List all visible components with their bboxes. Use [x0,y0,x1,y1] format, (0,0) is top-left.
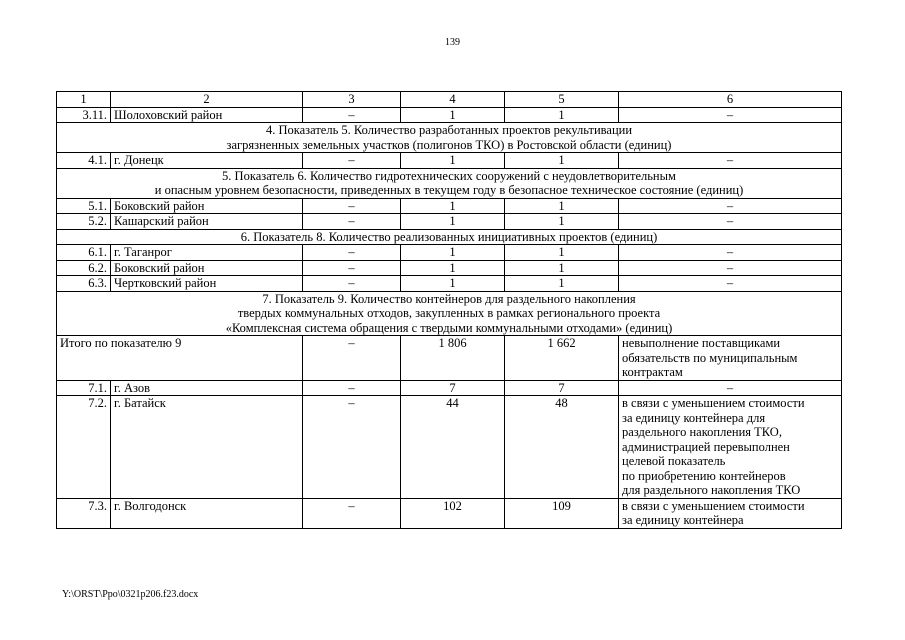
cell-col5: 1 [505,260,619,276]
cell-col4: 1 [401,260,505,276]
cell-col6: – [619,214,842,230]
cell-col4: 1 [401,245,505,261]
footer-file-path: Y:\ORST\Ppo\0321p206.f23.docx [62,589,199,600]
cell-col4: 44 [401,396,505,499]
row-number: 7.1. [57,380,111,396]
page-number: 139 [445,37,460,48]
header-row [57,92,842,108]
total-row [57,336,842,381]
cell-col4: 1 806 [401,336,505,381]
row-name: г. Таганрог [111,245,303,261]
header-cell: 4 [401,92,505,108]
note-line: в связи с уменьшением стоимости [622,396,805,410]
table-row [57,396,842,499]
row-number: 7.2. [57,396,111,499]
cell-col6: – [619,260,842,276]
section-title-line: загрязненных земельных участков (полигонов ТКО) в Ростовской области (единиц) [226,137,672,152]
row-name: Кашарский район [111,214,303,230]
cell-col6: – [619,107,842,123]
section-title-line: и опасным уровнем безопасности, приведенных в текущем году в безопасное техническое состояние (единиц) [154,183,744,197]
row-number: 5.1. [57,198,111,214]
indicators-table [56,91,842,529]
cell-col3: – [303,198,401,214]
note-line: обязательств по муниципальным [622,350,798,365]
header-cell: 1 [57,92,111,108]
note-line: в связи с уменьшением стоимости [622,498,805,513]
section-title-line: 7. Показатель 9. Количество контейнеров для раздельного накопления [262,291,636,306]
note-line: администрацией перевыполнен [622,439,790,454]
section-header-4 [57,123,842,153]
section-title-line: 4. Показатель 5. Количество разработанных проектов рекультивации [265,123,633,137]
table-row [57,245,842,261]
cell-col5: 1 [505,245,619,261]
cell-col4: 1 [401,214,505,230]
section-header-5 [57,168,842,198]
cell-col3: – [303,380,401,396]
cell-col3: – [303,153,401,169]
table-row [57,198,842,214]
table-row [57,107,842,123]
row-name: Чертковский район [111,276,303,292]
table-row [57,260,842,276]
cell-col6: – [619,245,842,261]
cell-col5: 109 [505,498,619,528]
row-number: 6.2. [57,260,111,276]
table-row [57,214,842,230]
cell-col4: 7 [401,380,505,396]
header-cell: 2 [111,92,303,108]
cell-col4: 1 [401,198,505,214]
cell-col3: – [303,107,401,123]
note-line: по приобретению контейнеров [622,468,786,483]
row-number: 7.3. [57,498,111,528]
section-header-7 [57,291,842,336]
row-name: г. Волгодонск [111,498,303,528]
cell-col6-note [619,498,842,528]
cell-col5: 1 [505,198,619,214]
header-cell: 6 [619,92,842,108]
cell-col4: 1 [401,107,505,123]
cell-col3: – [303,336,401,381]
section-title-line: 6. Показатель 8. Количество реализованных инициативных проектов (единиц) [240,229,658,244]
section-title-line: «Комплексная система обращения с твердыми коммунальными отходами» (единиц) [225,320,673,335]
row-number: 6.1. [57,245,111,261]
note-line: раздельного накопления ТКО, [622,425,782,439]
row-name: Боковский район [111,260,303,276]
header-cell: 3 [303,92,401,108]
row-number: 4.1. [57,153,111,169]
note-line: целевой показатель [622,454,726,468]
cell-col6: – [619,153,842,169]
cell-col6-note [619,336,842,381]
row-name: Шолоховский район [111,107,303,123]
cell-col5: 1 662 [505,336,619,381]
section-title-line: 5. Показатель 6. Количество гидротехнических сооружений с неудовлетворительным [222,168,676,183]
table-row [57,153,842,169]
cell-col6: – [619,380,842,396]
row-number: 3.11. [57,107,111,123]
cell-col3: – [303,276,401,292]
cell-col4: 1 [401,276,505,292]
cell-col3: – [303,260,401,276]
total-label: Итого по показателю 9 [57,336,303,381]
cell-col6: – [619,276,842,292]
row-name: Боковский район [111,198,303,214]
note-line: за единицу контейнера для [622,410,766,425]
cell-col4: 1 [401,153,505,169]
note-line: невыполнение поставщиками [622,336,781,350]
cell-col3: – [303,214,401,230]
cell-col3: – [303,396,401,499]
cell-col5: 1 [505,153,619,169]
note-line: за единицу контейнера [622,513,744,527]
note-line: для раздельного накопления ТКО [622,483,801,497]
cell-col5: 1 [505,214,619,230]
row-number: 5.2. [57,214,111,230]
note-line: контрактам [622,365,683,379]
row-name: г. Донецк [111,153,303,169]
cell-col3: – [303,245,401,261]
cell-col3: – [303,498,401,528]
row-name: г. Батайск [111,396,303,499]
cell-col5: 7 [505,380,619,396]
section-header-6 [57,229,842,245]
cell-col6-note [619,396,842,499]
cell-col6: – [619,198,842,214]
table-row [57,380,842,396]
table-row [57,276,842,292]
header-cell: 5 [505,92,619,108]
cell-col4: 102 [401,498,505,528]
cell-col5: 1 [505,276,619,292]
row-name: г. Азов [111,380,303,396]
cell-col5: 48 [505,396,619,499]
table-row [57,498,842,528]
cell-col5: 1 [505,107,619,123]
row-number: 6.3. [57,276,111,292]
section-title-line: твердых коммунальных отходов, закупленных в рамках регионального проекта [237,306,661,320]
